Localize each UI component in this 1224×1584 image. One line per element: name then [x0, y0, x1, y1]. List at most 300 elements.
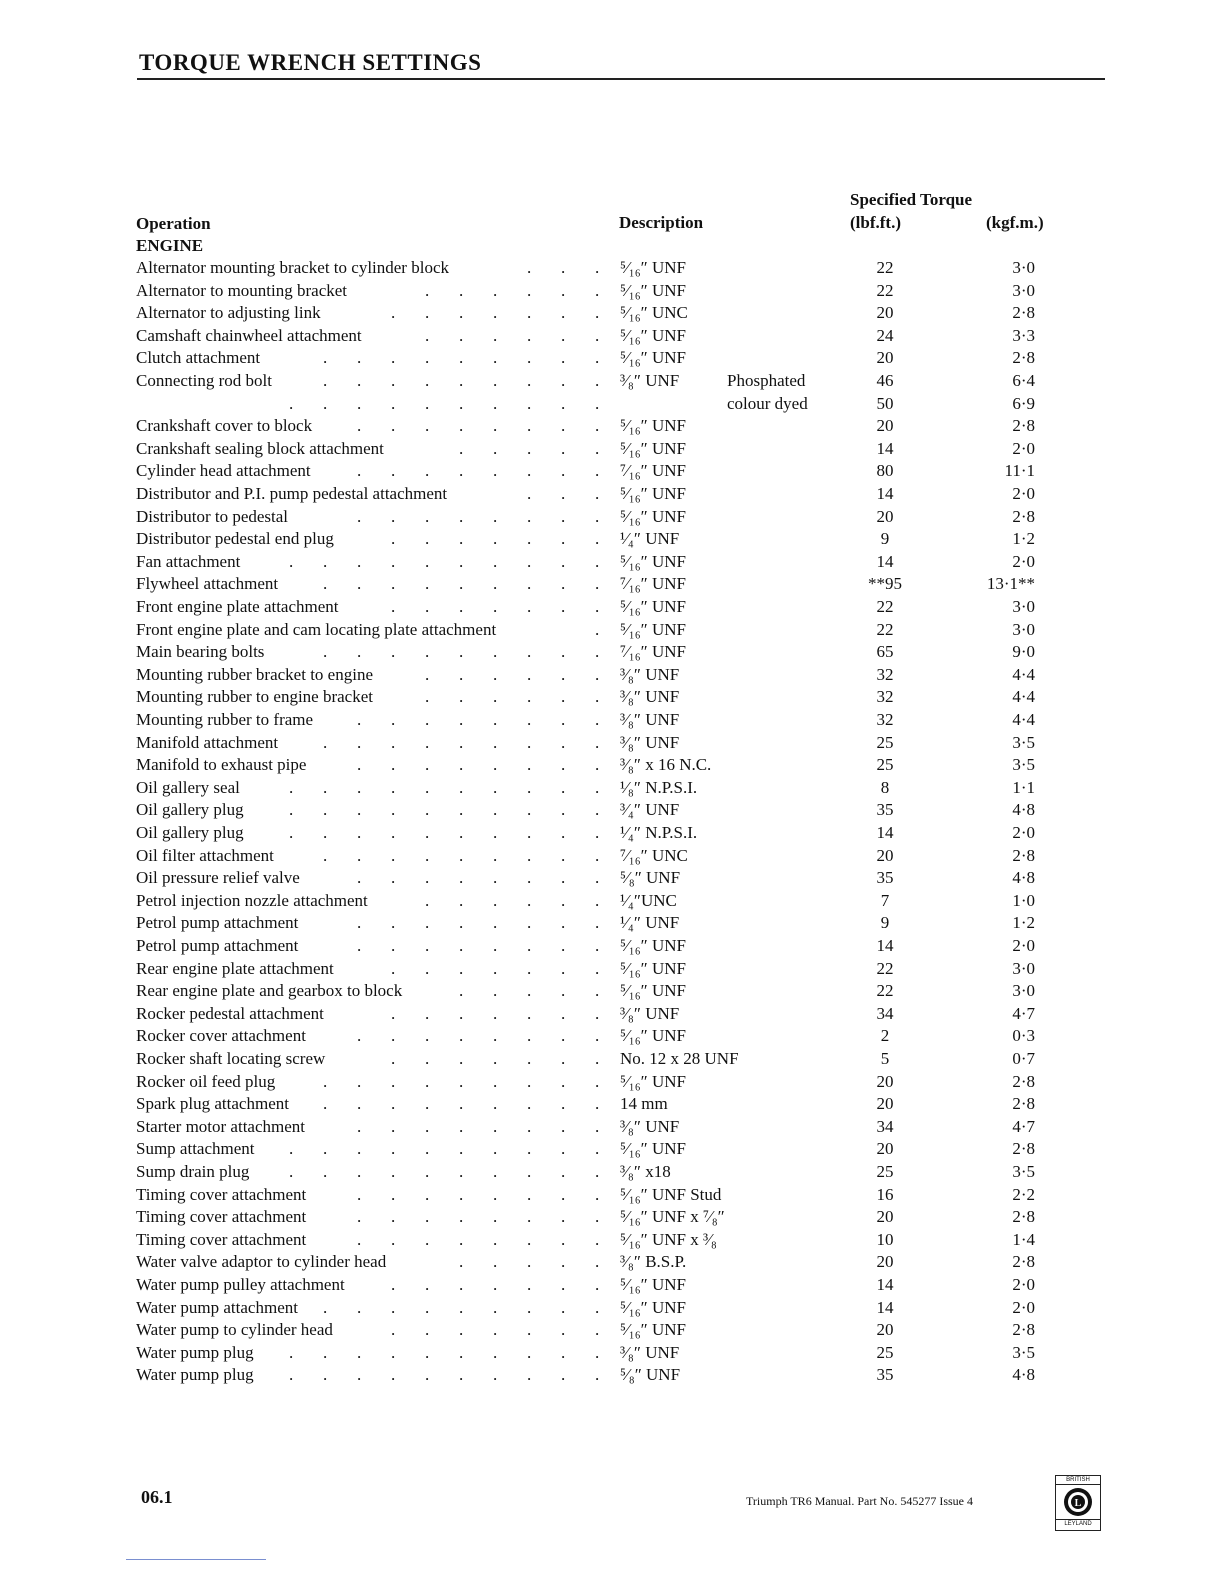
leader-dot: . — [289, 1342, 294, 1362]
cell-op: Mounting rubber to engine bracket — [136, 687, 373, 707]
leader-dot: . — [357, 642, 362, 662]
cell-desc: ¹⁄₈″ N.P.S.I. — [620, 777, 698, 797]
cell-kgf: 2·0 — [1012, 823, 1035, 842]
leader-dot: . — [289, 393, 294, 413]
cell-op: Water pump pulley attachment — [136, 1275, 345, 1294]
cell-op: Rocker cover attachment — [136, 1026, 306, 1046]
leader-dot: . — [595, 1116, 600, 1136]
leader-dot: . — [561, 981, 566, 1001]
leader-dot: . — [425, 1275, 430, 1294]
leader-dot: . — [323, 800, 328, 820]
cell-desc: ⁵⁄₁₆″ UNF — [620, 958, 686, 978]
leader-dot: . — [357, 393, 362, 413]
cell-kgf: 4·8 — [1012, 868, 1035, 888]
leader-dot: . — [425, 551, 430, 571]
cell-lbf: 14 — [876, 936, 894, 955]
leader-dot: . — [323, 393, 328, 413]
leader-dot: . — [391, 936, 396, 955]
leader-dot: . — [561, 800, 566, 820]
cell-op: Oil gallery plug — [136, 800, 244, 820]
leader-dot: . — [595, 845, 600, 865]
cell-lbf: 34 — [876, 1003, 894, 1023]
cell-lbf: 35 — [876, 868, 894, 888]
table-row — [0, 394, 1224, 416]
leader-dot: . — [323, 1365, 328, 1385]
leader-dot: . — [425, 868, 430, 888]
table-row — [0, 846, 1224, 868]
cell-desc: ⁵⁄₁₆″ UNF — [620, 619, 686, 639]
leader-dot: . — [527, 1071, 532, 1091]
leader-dot: . — [527, 371, 532, 390]
cell-op: Oil filter attachment — [136, 845, 274, 865]
leader-dot: . — [425, 371, 430, 390]
leader-dot: . — [459, 868, 464, 888]
cell-lbf: 32 — [876, 687, 894, 707]
leader-dot: . — [459, 823, 464, 842]
leader-dot: . — [561, 1297, 566, 1317]
leader-dot: . — [391, 1026, 396, 1046]
leader-dot: . — [323, 1342, 328, 1362]
leader-dot: . — [561, 371, 566, 390]
table-row — [0, 913, 1224, 935]
cell-kgf: 2·8 — [1012, 1207, 1035, 1227]
table-row — [0, 687, 1224, 709]
cell-op: Crankshaft sealing block attachment — [136, 438, 384, 458]
leader-dot: . — [561, 597, 566, 616]
leader-dot: . — [357, 710, 362, 729]
leader-dot: . — [357, 1207, 362, 1227]
leader-dot: . — [323, 574, 328, 594]
leader-dot: . — [459, 597, 464, 616]
leader-dot: . — [459, 913, 464, 933]
leader-dot: . — [527, 1162, 532, 1181]
leader-dot: . — [391, 371, 396, 390]
leader-dot: . — [425, 529, 430, 549]
logo-top-text: BRITISH — [1056, 1476, 1100, 1485]
leader-dot: . — [595, 1297, 600, 1317]
leader-dot: . — [357, 1139, 362, 1159]
leader-dot: . — [561, 642, 566, 662]
leader-dot: . — [595, 1026, 600, 1046]
cell-kgf: 4·4 — [1012, 687, 1035, 707]
table-row — [0, 1365, 1224, 1387]
leader-dot: . — [561, 732, 566, 752]
leader-dot: . — [595, 732, 600, 752]
leader-dot: . — [561, 280, 566, 300]
leader-dot: . — [595, 303, 600, 323]
cell-kgf: 6·9 — [1012, 393, 1035, 413]
leader-dot: . — [493, 1162, 498, 1181]
table-row — [0, 1072, 1224, 1094]
leader-dot: . — [425, 777, 430, 797]
leader-dot: . — [357, 1162, 362, 1181]
table-row — [0, 1026, 1224, 1048]
leader-dot: . — [425, 732, 430, 752]
leader-dot: . — [357, 551, 362, 571]
cell-desc: ⁵⁄₁₆″ UNF — [620, 1297, 686, 1317]
cell-lbf: 8 — [880, 777, 890, 797]
leader-dot: . — [323, 371, 328, 390]
leader-dot: . — [493, 1049, 498, 1068]
leader-dot: . — [391, 393, 396, 413]
leader-dot: . — [595, 823, 600, 842]
leader-dot: . — [425, 755, 430, 775]
leader-dot: . — [459, 1365, 464, 1385]
leader-dot: . — [459, 1071, 464, 1091]
leader-dot: . — [459, 936, 464, 955]
leader-dot: . — [459, 710, 464, 729]
leader-dot: . — [561, 1162, 566, 1181]
table-row — [0, 755, 1224, 777]
leader-dot: . — [425, 710, 430, 729]
cell-kgf: 2·8 — [1012, 303, 1035, 323]
leader-dot: . — [391, 506, 396, 526]
cell-lbf: 7 — [880, 890, 890, 910]
leader-dot: . — [425, 913, 430, 933]
cell-note: colour dyed — [727, 393, 808, 413]
leader-dot: . — [459, 1049, 464, 1068]
cell-op: Distributor pedestal end plug — [136, 529, 334, 549]
leader-dot: . — [595, 597, 600, 616]
leader-dot: . — [459, 777, 464, 797]
leader-dot: . — [425, 936, 430, 955]
leader-dot: . — [595, 642, 600, 662]
leader-dot: . — [493, 280, 498, 300]
table-row — [0, 552, 1224, 574]
cell-kgf: 2·0 — [1012, 1297, 1035, 1317]
cell-desc: ⁵⁄₈″ UNF — [620, 868, 681, 888]
leader-dot: . — [595, 1275, 600, 1294]
leader-dot: . — [595, 529, 600, 549]
cell-desc: ⁵⁄₁₆″ UNF — [620, 1320, 686, 1340]
cell-desc: ³⁄₈″ B.S.P. — [620, 1252, 687, 1272]
cell-kgf: 2·8 — [1012, 416, 1035, 436]
leader-dot: . — [493, 438, 498, 458]
leader-dot: . — [357, 1184, 362, 1204]
british-leyland-logo — [1055, 1475, 1101, 1531]
leader-dot: . — [595, 777, 600, 797]
cell-desc: ⁵⁄₁₆″ UNF — [620, 438, 686, 458]
leader-dot: . — [459, 461, 464, 481]
leader-dot: . — [391, 868, 396, 888]
cell-op: Sump drain plug — [136, 1162, 250, 1181]
leader-dot: . — [561, 438, 566, 458]
cell-kgf: 3·5 — [1012, 1342, 1035, 1362]
leader-dot: . — [595, 1139, 600, 1159]
table-row — [0, 620, 1224, 642]
leader-dot: . — [459, 1229, 464, 1249]
leader-dot: . — [527, 1252, 532, 1272]
leader-dot: . — [527, 461, 532, 481]
leader-dot: . — [561, 913, 566, 933]
leader-dot: . — [425, 1342, 430, 1362]
leader-dot: . — [391, 574, 396, 594]
table-row — [0, 348, 1224, 370]
leader-dot: . — [527, 890, 532, 910]
cell-desc: ⁵⁄₁₆″ UNF — [620, 936, 686, 955]
leader-dot: . — [425, 1049, 430, 1068]
leader-dot: . — [357, 371, 362, 390]
leader-dot: . — [391, 732, 396, 752]
cell-lbf: 14 — [876, 438, 894, 458]
leader-dot: . — [459, 1094, 464, 1114]
leader-dot: . — [493, 1297, 498, 1317]
table-row — [0, 1252, 1224, 1274]
cell-lbf: 25 — [876, 1342, 894, 1362]
cell-kgf: 4·8 — [1012, 800, 1035, 820]
cell-op: Water pump attachment — [136, 1297, 298, 1317]
leader-dot: . — [323, 732, 328, 752]
leader-dot: . — [425, 416, 430, 436]
leader-dot: . — [527, 416, 532, 436]
leader-dot: . — [459, 1252, 464, 1272]
leader-dot: . — [561, 1320, 566, 1340]
leader-dot: . — [595, 1365, 600, 1385]
cell-desc: ¹⁄₄″UNC — [620, 890, 677, 910]
leader-dot: . — [357, 1094, 362, 1114]
cell-op: Front engine plate attachment — [136, 597, 339, 616]
leader-dot: . — [493, 1139, 498, 1159]
leader-dot: . — [527, 755, 532, 775]
leader-dot: . — [595, 687, 600, 707]
leyland-wheel-icon — [1062, 1486, 1094, 1518]
cell-kgf: 3·5 — [1012, 732, 1035, 752]
cell-kgf: 4·4 — [1012, 710, 1035, 729]
leader-dot: . — [527, 258, 532, 277]
table-row — [0, 891, 1224, 913]
leader-dot: . — [459, 1184, 464, 1204]
leader-dot: . — [459, 1320, 464, 1340]
cell-kgf: 2·8 — [1012, 1320, 1035, 1340]
cell-lbf: 20 — [876, 1139, 894, 1159]
cell-lbf: 80 — [876, 461, 894, 481]
leader-dot: . — [493, 732, 498, 752]
leader-dot: . — [391, 1275, 396, 1294]
leader-dot: . — [527, 1184, 532, 1204]
cell-kgf: 2·0 — [1012, 551, 1035, 571]
leader-dot: . — [595, 1229, 600, 1249]
leader-dot: . — [425, 1297, 430, 1317]
leader-dot: . — [391, 1139, 396, 1159]
cell-op: Rear engine plate attachment — [136, 958, 334, 978]
cell-lbf: 2 — [880, 1026, 890, 1046]
leader-dot: . — [289, 800, 294, 820]
leader-dot: . — [493, 958, 498, 978]
leader-dot: . — [493, 1207, 498, 1227]
cell-op: Timing cover attachment — [136, 1207, 307, 1227]
leader-dot: . — [357, 1342, 362, 1362]
leader-dot: . — [561, 1184, 566, 1204]
cell-op: Main bearing bolts — [136, 642, 265, 662]
cell-desc: ¹⁄₄″ UNF — [620, 529, 680, 549]
leader-dot: . — [595, 280, 600, 300]
cell-lbf: 16 — [876, 1184, 894, 1204]
leader-dot: . — [289, 823, 294, 842]
leader-dot: . — [391, 551, 396, 571]
leader-dot: . — [561, 1116, 566, 1136]
leader-dot: . — [527, 1116, 532, 1136]
leader-dot: . — [459, 529, 464, 549]
cell-kgf: 13·1** — [986, 574, 1035, 594]
leader-dot: . — [595, 416, 600, 436]
leader-dot: . — [527, 1365, 532, 1385]
leader-dot: . — [561, 777, 566, 797]
leader-dot: . — [527, 800, 532, 820]
leader-dot: . — [357, 913, 362, 933]
leader-dot: . — [391, 1162, 396, 1181]
leader-dot: . — [561, 1229, 566, 1249]
header-lbf: (lbf.ft.) — [850, 213, 901, 232]
leader-dot: . — [493, 890, 498, 910]
leader-dot: . — [527, 981, 532, 1001]
cell-desc: ³⁄₈″ UNF — [620, 1003, 680, 1023]
leader-dot: . — [391, 1365, 396, 1385]
leader-dot: . — [323, 845, 328, 865]
leader-dot: . — [357, 1365, 362, 1385]
cell-desc: ⁵⁄₁₆″ UNF — [620, 506, 686, 526]
leader-dot: . — [323, 823, 328, 842]
leader-dot: . — [459, 574, 464, 594]
leader-dot: . — [459, 393, 464, 413]
leader-dot: . — [425, 348, 430, 368]
leader-dot: . — [459, 1003, 464, 1023]
cell-desc: ⁵⁄₁₆″ UNF x ⁷⁄₈″ — [620, 1207, 725, 1227]
leader-dot: . — [493, 1342, 498, 1362]
table-row — [0, 868, 1224, 890]
leader-dot: . — [323, 1297, 328, 1317]
leader-dot: . — [595, 1207, 600, 1227]
leader-dot: . — [459, 325, 464, 345]
leader-dot: . — [595, 371, 600, 390]
cell-desc: ⁵⁄₁₆″ UNF — [620, 981, 686, 1001]
leader-dot: . — [527, 280, 532, 300]
leader-dot: . — [459, 664, 464, 684]
cell-op: Rocker oil feed plug — [136, 1071, 276, 1091]
leader-dot: . — [561, 574, 566, 594]
leader-dot: . — [527, 1342, 532, 1362]
leader-dot: . — [289, 1139, 294, 1159]
leader-dot: . — [527, 529, 532, 549]
leader-dot: . — [493, 1094, 498, 1114]
cell-desc: ⁵⁄₁₆″ UNF — [620, 1275, 686, 1294]
leader-dot: . — [493, 393, 498, 413]
table-row — [0, 733, 1224, 755]
leader-dot: . — [391, 529, 396, 549]
leader-dot: . — [595, 438, 600, 458]
leader-dot: . — [493, 642, 498, 662]
cell-op: Cylinder head attachment — [136, 461, 311, 481]
leader-dot: . — [561, 687, 566, 707]
leader-dot: . — [425, 1207, 430, 1227]
cell-op: Rocker shaft locating screw — [136, 1049, 326, 1068]
cell-lbf: 20 — [876, 348, 894, 368]
leader-dot: . — [459, 438, 464, 458]
cell-kgf: 1·4 — [1012, 1229, 1035, 1249]
cell-desc: ³⁄₈″ UNF — [620, 371, 680, 390]
leader-dot: . — [595, 664, 600, 684]
table-row — [0, 1298, 1224, 1320]
cell-lbf: 25 — [876, 755, 894, 775]
cell-desc: ³⁄₈″ UNF — [620, 1342, 680, 1362]
leader-dot: . — [561, 890, 566, 910]
leader-dot: . — [391, 800, 396, 820]
table-row — [0, 439, 1224, 461]
leader-dot: . — [289, 1365, 294, 1385]
cell-lbf: 22 — [876, 981, 894, 1001]
table-row — [0, 484, 1224, 506]
cell-desc: ⁵⁄₁₆″ UNF — [620, 416, 686, 436]
table-row — [0, 1094, 1224, 1116]
cell-desc: ⁵⁄₁₆″ UNF Stud — [620, 1184, 722, 1204]
leader-dot: . — [595, 551, 600, 571]
leader-dot: . — [493, 823, 498, 842]
leader-dot: . — [527, 710, 532, 729]
table-row — [0, 258, 1224, 280]
cell-lbf: 24 — [876, 325, 894, 345]
leader-dot: . — [493, 597, 498, 616]
table-row — [0, 665, 1224, 687]
cell-op: Timing cover attachment — [136, 1229, 307, 1249]
leader-dot: . — [459, 371, 464, 390]
cell-op: Sump attachment — [136, 1139, 255, 1159]
leader-dot: . — [323, 348, 328, 368]
cell-op: Manifold attachment — [136, 732, 279, 752]
cell-op: Oil gallery seal — [136, 777, 240, 797]
header-specified-torque: Specified Torque — [850, 190, 973, 209]
cell-desc: ³⁄₈″ UNF — [620, 1116, 680, 1136]
cell-desc: ⁵⁄₁₆″ UNF — [620, 325, 686, 345]
leader-dot: . — [561, 823, 566, 842]
leader-dot: . — [527, 664, 532, 684]
cell-op: Connecting rod bolt — [136, 371, 272, 390]
leader-dot: . — [323, 1162, 328, 1181]
leader-dot: . — [493, 777, 498, 797]
table-row — [0, 529, 1224, 551]
leader-dot: . — [391, 777, 396, 797]
scan-artifact-line — [126, 1559, 266, 1560]
leader-dot: . — [493, 529, 498, 549]
leader-dot: . — [289, 1162, 294, 1181]
leader-dot: . — [459, 1275, 464, 1294]
leader-dot: . — [493, 416, 498, 436]
leader-dot: . — [527, 823, 532, 842]
cell-op: Spark plug attachment — [136, 1094, 289, 1114]
leader-dot: . — [493, 1365, 498, 1385]
leader-dot: . — [425, 1094, 430, 1114]
leader-dot: . — [425, 664, 430, 684]
leader-dot: . — [595, 1252, 600, 1272]
leader-dot: . — [527, 1003, 532, 1023]
leader-dot: . — [527, 303, 532, 323]
cell-desc: ³⁄₈″ UNF — [620, 732, 680, 752]
leader-dot: . — [527, 687, 532, 707]
leader-dot: . — [527, 868, 532, 888]
leader-dot: . — [493, 1116, 498, 1136]
cell-kgf: 11·1 — [1004, 461, 1035, 481]
cell-op: Mounting rubber to frame — [136, 710, 314, 729]
leader-dot: . — [391, 1049, 396, 1068]
leader-dot: . — [391, 823, 396, 842]
leader-dot: . — [493, 1003, 498, 1023]
cell-desc: ⁵⁄₁₆″ UNF — [620, 1139, 686, 1159]
leader-dot: . — [357, 506, 362, 526]
cell-lbf: 14 — [876, 1297, 894, 1317]
cell-desc: ⁵⁄₁₆″ UNC — [620, 303, 688, 323]
leader-dot: . — [357, 755, 362, 775]
leader-dot: . — [561, 416, 566, 436]
leader-dot: . — [459, 348, 464, 368]
leader-dot: . — [527, 438, 532, 458]
